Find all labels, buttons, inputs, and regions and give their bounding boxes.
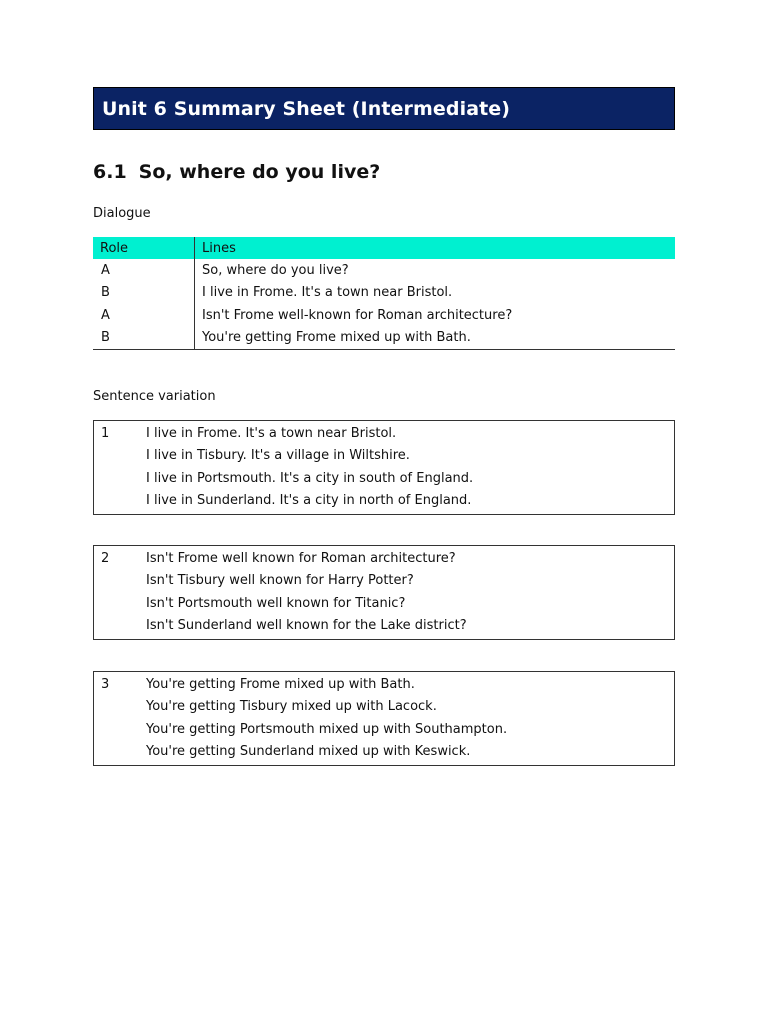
section-heading: [93, 161, 380, 183]
variation-number: 2: [101, 550, 110, 566]
variation-row: [94, 718, 674, 741]
dialogue-table: [93, 237, 675, 350]
variation-row: [94, 696, 674, 719]
column-header-role: Role: [93, 237, 195, 259]
table-row: [93, 304, 675, 327]
variation-row: [94, 673, 674, 696]
variation-number: 1: [101, 425, 110, 441]
variation-line: Isn't Frome well known for Roman architecture?: [146, 550, 456, 566]
variation-line: Isn't Portsmouth well known for Titanic?: [146, 595, 406, 611]
variation-row: [94, 570, 674, 593]
role-cell: A: [93, 304, 195, 327]
table-header-row: [93, 237, 675, 259]
section-number: 6.1: [93, 161, 127, 183]
column-header-lines: Lines: [195, 237, 676, 259]
section-title: So, where do you live?: [138, 161, 381, 183]
variation-row: [94, 615, 674, 638]
variation-line: Isn't Sunderland well known for the Lake district?: [146, 618, 467, 634]
line-cell: Isn't Frome well-known for Roman architecture?: [202, 307, 513, 323]
role-cell: A: [93, 259, 195, 282]
variation-line: I live in Tisbury. It's a village in Wiltshire.: [146, 448, 410, 464]
variation-row: [94, 422, 674, 445]
variation-box-3: [93, 671, 675, 766]
table-row: [93, 259, 675, 282]
variation-line: Isn't Tisbury well known for Harry Potter?: [146, 573, 414, 589]
variation-line: You're getting Tisbury mixed up with Lacock.: [146, 699, 437, 715]
sentence-variation-heading: Sentence variation: [93, 389, 216, 404]
variation-row: [94, 490, 674, 513]
variation-line: I live in Frome. It's a town near Bristol.: [146, 425, 397, 441]
variation-row: [94, 467, 674, 490]
variation-number: 3: [101, 676, 110, 692]
variation-row: [94, 445, 674, 468]
line-cell: So, where do you live?: [202, 262, 349, 278]
table-row: [93, 282, 675, 305]
line-cell: You're getting Frome mixed up with Bath.: [195, 327, 676, 350]
dialogue-heading: Dialogue: [93, 206, 151, 221]
variation-line: You're getting Frome mixed up with Bath.: [146, 676, 415, 692]
role-cell: B: [93, 282, 195, 305]
line-cell: I live in Frome. It's a town near Bristol.: [202, 285, 453, 301]
variation-line: I live in Sunderland. It's a city in north of England.: [146, 493, 472, 509]
title-banner: [93, 87, 675, 130]
variation-row: [94, 741, 674, 764]
table-row: [93, 327, 675, 350]
variation-line: I live in Portsmouth. It's a city in south of England.: [146, 470, 474, 486]
variation-line: You're getting Portsmouth mixed up with Southampton.: [146, 721, 508, 737]
role-cell: B: [93, 327, 195, 350]
variation-line: You're getting Sunderland mixed up with Keswick.: [146, 744, 471, 760]
variation-row: [94, 592, 674, 615]
variation-box-1: [93, 420, 675, 515]
variation-box-2: [93, 545, 675, 640]
page-title: Unit 6 Summary Sheet (Intermediate): [102, 97, 511, 120]
variation-row: [94, 547, 674, 570]
